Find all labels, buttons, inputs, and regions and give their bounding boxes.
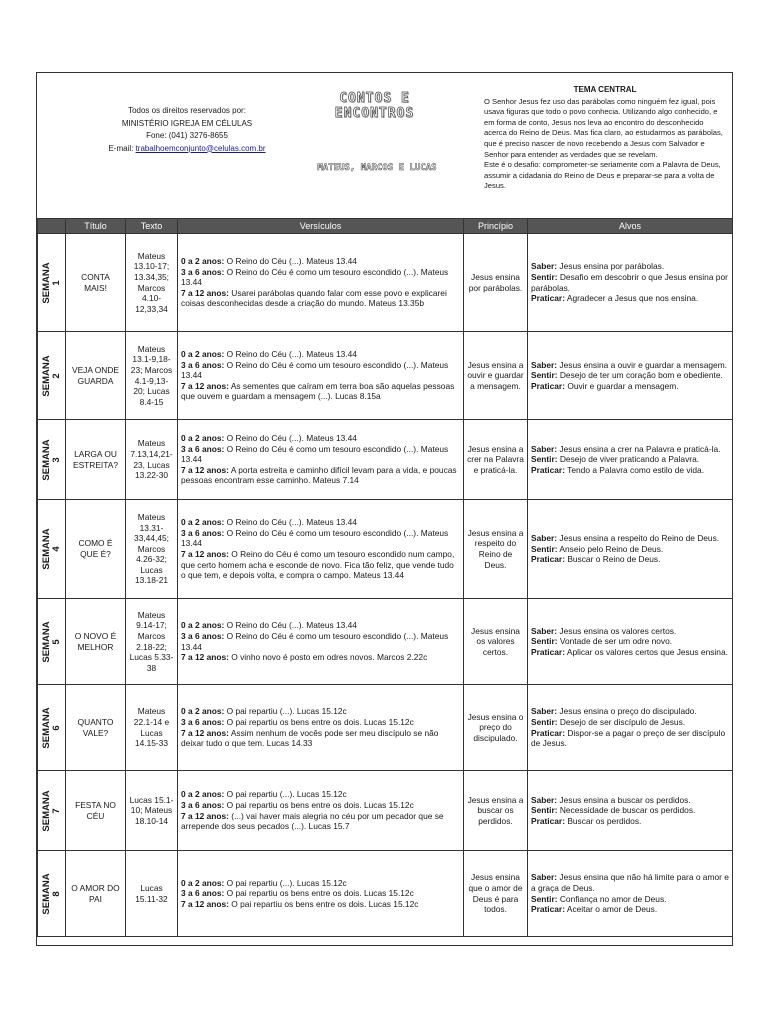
week-label: SEMANA (40, 354, 52, 397)
age-label: 7 a 12 anos: (181, 464, 229, 475)
goal-label: Saber: (531, 533, 558, 544)
verse-0-2: O Reino do Céu (...). Mateus 13.44 (226, 517, 357, 528)
bible-text: Mateus 13.1-9,18-23; Marcos 4.1-9,13-20; Lucas 8.4-15 (126, 332, 178, 420)
table-row (38, 771, 733, 851)
principle: Jesus ensina que o amor de Deus é para todos. (464, 851, 528, 937)
goal-label: Sentir: (531, 893, 558, 904)
age-label: 7 a 12 anos: (181, 898, 229, 909)
age-label: 3 a 6 anos: (181, 799, 225, 810)
sheet-header (37, 73, 732, 218)
verse-0-2: O Reino do Céu (...). Mateus 13.44 (226, 349, 357, 360)
email-line (77, 143, 297, 156)
week-number: 1 (50, 279, 62, 286)
goal-praticar: Ouvir e guardar a mensagem. (567, 380, 679, 391)
principle: Jesus ensina a crer na Palavra e praticá-la. (464, 420, 528, 500)
lesson-title: O NOVO É MELHOR (66, 599, 126, 685)
bible-text: Lucas 15.11-32 (126, 851, 178, 937)
week-label: SEMANA (40, 872, 52, 915)
goal-label: Saber: (531, 872, 558, 883)
goal-label: Sentir: (531, 370, 558, 381)
goals-cell (528, 599, 733, 685)
goals-cell (528, 771, 733, 851)
goals-cell (528, 851, 733, 937)
goal-praticar: Agradecer a Jesus que nos ensina. (566, 293, 699, 304)
bible-text: Mateus 13.10-17; 13.34,35; Marcos 4.10-12,33,34 (126, 234, 178, 332)
verse-7-12: Usarei parábolas quando falar com esse povo e explicarei coisas desconhecidas desde a criação do mundo. Mateus 13.35b (181, 287, 447, 309)
age-label: 0 a 2 anos: (181, 349, 225, 360)
age-label: 0 a 2 anos: (181, 706, 225, 717)
age-label: 0 a 2 anos: (181, 877, 225, 888)
week-cell (38, 500, 66, 599)
lesson-table (37, 218, 733, 937)
goal-label: Saber: (531, 261, 558, 272)
week-cell (38, 771, 66, 851)
ministry-name: MINISTÉRIO IGREJA EM CÉLULAS (121, 118, 253, 128)
age-label: 0 a 2 anos: (181, 517, 225, 528)
goals-cell (528, 685, 733, 771)
lesson-title: VEJA ONDE GUARDA (66, 332, 126, 420)
goal-sentir: Desafio em descobrir o que Jesus ensina por parábolas. (531, 271, 728, 293)
series-logo-subtitle: MATEUS, MARCOS E LUCAS (317, 163, 437, 173)
verse-3-6: O pai repartiu os bens entre os dois. Lucas 15.12c (226, 888, 414, 899)
verse-7-12: A porta estreita e caminho difícil levam para a vida, e poucas pessoas encontram esse caminho. Mateus 7.14 (181, 464, 457, 486)
goal-praticar: Buscar o Reino de Deus. (567, 554, 661, 565)
goal-sentir: Desejo de ser discípulo de Jesus. (559, 716, 686, 727)
verses-cell (178, 420, 464, 500)
table-header-row (38, 219, 733, 234)
week-cell (38, 332, 66, 420)
goal-label: Praticar: (531, 815, 565, 826)
goal-praticar: Aplicar os valores certos que Jesus ensina. (566, 646, 728, 657)
goals-cell (528, 420, 733, 500)
table-row (38, 851, 733, 937)
week-label: SEMANA (40, 706, 52, 749)
bible-text: Mateus 13.31-33,44,45; Marcos 4.26-32; Lucas 13.18-21 (126, 500, 178, 599)
verses-cell (178, 234, 464, 332)
goal-label: Sentir: (531, 454, 558, 465)
verse-0-2: O pai repartiu (...). Lucas 15.12c (226, 789, 347, 800)
col-header-alvos: Alvos (528, 219, 733, 234)
central-theme (484, 85, 726, 192)
age-label: 0 a 2 anos: (181, 789, 225, 800)
age-label: 7 a 12 anos: (181, 380, 229, 391)
week-number: 4 (50, 546, 62, 552)
table-row (38, 500, 733, 599)
goal-sentir: Confiança no amor de Deus. (559, 893, 667, 904)
verses-cell (178, 685, 464, 771)
verse-7-12: As sementes que caíram em terra boa são aquelas pessoas que ouvem e guardam a mensagem (...). Lucas 8.15a (181, 380, 455, 402)
goal-saber: Jesus ensina por parábolas. (559, 261, 665, 272)
week-label: SEMANA (40, 789, 52, 832)
goal-label: Praticar: (531, 904, 565, 915)
table-row (38, 685, 733, 771)
goals-cell (528, 332, 733, 420)
goal-saber: Jesus ensina que não há limite para o amor e a graça de Deus. (531, 872, 729, 893)
table-row (38, 332, 733, 420)
email-label: E-mail: (108, 143, 134, 153)
bible-text: Mateus 9.14-17; Marcos 2.18-22; Lucas 5.33-38 (126, 599, 178, 685)
week-label: SEMANA (40, 261, 52, 304)
age-label: 0 a 2 anos: (181, 620, 225, 631)
goal-label: Sentir: (531, 636, 558, 647)
col-header-principio: Princípio (464, 219, 528, 234)
week-label: SEMANA (40, 620, 52, 663)
goal-label: Sentir: (531, 543, 558, 554)
goal-saber: Jesus ensina a ouvir e guardar a mensagem. (559, 359, 728, 370)
bible-text: Mateus 7.13,14,21-23, Lucas 13.22-30 (126, 420, 178, 500)
age-label: 3 a 6 anos: (181, 266, 225, 277)
lesson-title: QUANTO VALE? (66, 685, 126, 771)
week-number: 7 (50, 807, 62, 814)
goal-label: Saber: (531, 443, 558, 454)
week-label: SEMANA (40, 528, 52, 570)
goal-label: Saber: (531, 794, 558, 805)
goal-label: Praticar: (531, 464, 565, 475)
goal-saber: Jesus ensina o preço do discipulado. (559, 706, 697, 717)
verse-7-12: O Reino do Céu é como um tesouro escondido num campo, que certo homem acha e esconde de novo. Fica tão feliz, que vende tudo o que tem, e depois volta, e compra o campo. Mateus 13.44 (181, 549, 455, 581)
goal-label: Sentir: (531, 271, 558, 282)
age-label: 7 a 12 anos: (181, 652, 229, 663)
goal-sentir: Necessidade de buscar os perdidos. (559, 805, 696, 816)
goal-label: Praticar: (531, 380, 565, 391)
principle: Jesus ensina os valores certos. (464, 599, 528, 685)
age-label: 7 a 12 anos: (181, 287, 229, 298)
goal-label: Sentir: (531, 805, 558, 816)
week-number: 3 (50, 456, 62, 463)
table-row (38, 234, 733, 332)
goals-cell (528, 234, 733, 332)
week-number: 8 (50, 890, 62, 897)
lesson-title: COMO É QUE É? (66, 500, 126, 599)
goal-label: Saber: (531, 625, 558, 636)
week-cell (38, 851, 66, 937)
verse-3-6: O Reino do Céu é como um tesouro escondido (...). Mateus 13.44 (181, 443, 449, 465)
age-label: 3 a 6 anos: (181, 359, 225, 370)
goal-label: Praticar: (531, 554, 565, 565)
verse-0-2: O Reino do Céu (...). Mateus 13.44 (226, 620, 357, 631)
copyright-line: Todos os direitos reservados por: (128, 106, 246, 115)
week-cell (38, 420, 66, 500)
lesson-sheet (36, 72, 733, 946)
principle: Jesus ensina a ouvir e guardar a mensagem. (464, 332, 528, 420)
age-label: 3 a 6 anos: (181, 716, 225, 727)
phone-number: Fone: (041) 3276-8655 (146, 131, 228, 140)
copyright-block (77, 105, 297, 155)
goal-saber: Jesus ensina a buscar os perdidos. (559, 794, 691, 805)
verse-3-6: O Reino do Céu é como um tesouro escondido (...). Mateus 13.44 (181, 630, 449, 652)
goal-label: Saber: (531, 359, 558, 370)
verse-7-12: Assim nenhum de vocês pode ser meu discípulo se não deixar tudo o que tem. Lucas 14.33 (181, 727, 439, 749)
col-header-titulo: Título (66, 219, 126, 234)
week-cell (38, 234, 66, 332)
goal-label: Praticar: (531, 293, 565, 304)
goal-sentir: Anseio pelo Reino de Deus. (559, 543, 664, 554)
lesson-title: O AMOR DO PAI (66, 851, 126, 937)
age-label: 3 a 6 anos: (181, 443, 225, 454)
goal-saber: Jesus ensina a respeito do Reino de Deus. (559, 533, 720, 544)
verse-0-2: O Reino do Céu (...). Mateus 13.44 (226, 256, 357, 267)
goal-label: Praticar: (531, 727, 565, 738)
goal-sentir: Desejo de viver praticando a Palavra. (559, 454, 700, 465)
week-number: 2 (50, 372, 62, 379)
goal-label: Saber: (531, 706, 558, 717)
age-label: 3 a 6 anos: (181, 888, 225, 899)
verse-7-12: (...) vai haver mais alegria no céu por um pecador que se arrepende dos seus pecados (...). Lucas 15.7 (181, 810, 444, 832)
goal-praticar: Buscar os perdidos. (567, 815, 642, 826)
verses-cell (178, 500, 464, 599)
principle: Jesus ensina a respeito do Reino de Deus. (464, 500, 528, 599)
goal-praticar: Aceitar o amor de Deus. (566, 904, 658, 915)
verse-7-12: O pai repartiu os bens entre os dois. Lucas 15.12c (231, 898, 419, 909)
central-theme-challenge: Este é o desafio: comprometer-se seriamente com a Palavra de Deus, assumir a cidadania do Reino de Deus e preparar-se para a volta de Jesus. (484, 160, 721, 191)
age-label: 7 a 12 anos: (181, 810, 229, 821)
table-row (38, 420, 733, 500)
central-theme-heading: TEMA CENTRAL (573, 85, 637, 94)
age-label: 7 a 12 anos: (181, 727, 229, 738)
col-header-texto: Texto (126, 219, 178, 234)
table-row (38, 599, 733, 685)
principle: Jesus ensina por parábolas. (464, 234, 528, 332)
verses-cell (178, 851, 464, 937)
week-cell (38, 685, 66, 771)
principle: Jesus ensina a buscar os perdidos. (464, 771, 528, 851)
central-theme-paragraph: O Senhor Jesus fez uso das parábolas como ninguém fez igual, pois usava figuras que todo o povo conhecia. Utilizando algo conhecido, e em forma de conto, Jesus nos leva ao encontro do desconhecido acerca do Reino de Deus. Mas fica claro, ao estudarmos as parábolas, que é preciso nascer de novo recebendo a Jesus com Salvador e Senhor para entender as verdades que se revelam. (484, 96, 723, 159)
goals-cell (528, 500, 733, 599)
verse-0-2: O pai repartiu (...). Lucas 15.12c (226, 706, 347, 717)
week-number: 5 (50, 638, 62, 645)
verse-3-6: O pai repartiu os bens entre os dois. Lucas 15.12c (226, 716, 414, 727)
goal-sentir: Desejo de ter um coração bom e obediente. (559, 370, 723, 381)
verse-3-6: O Reino do Céu é como um tesouro escondido (...). Mateus 13.44 (181, 266, 449, 288)
verse-0-2: O pai repartiu (...). Lucas 15.12c (226, 877, 347, 888)
age-label: 0 a 2 anos: (181, 256, 225, 267)
goal-sentir: Vontade de ser um odre novo. (559, 636, 673, 647)
goal-label: Praticar: (531, 646, 565, 657)
bible-text: Mateus 22.1-14 e Lucas 14.15-33 (126, 685, 178, 771)
goal-praticar: Dispor-se a pagar o preço de ser discípulo de Jesus. (531, 727, 726, 749)
week-label: SEMANA (40, 438, 52, 481)
verse-3-6: O Reino do Céu é como um tesouro escondido (...). Mateus 13.44 (181, 359, 449, 381)
verses-cell (178, 771, 464, 851)
col-header-versiculos: Versículos (178, 219, 464, 234)
lesson-title: LARGA OU ESTREITA? (66, 420, 126, 500)
verse-0-2: O Reino do Céu (...). Mateus 13.44 (226, 433, 357, 444)
age-label: 3 a 6 anos: (181, 527, 225, 538)
email-link[interactable]: trabalhoemconjunto@celulas.com.br (135, 143, 266, 153)
verses-cell (178, 332, 464, 420)
goal-saber: Jesus ensina os valores certos. (559, 625, 677, 636)
verse-3-6: O Reino do Céu é como um tesouro escondido (...). Mateus 13.44 (181, 527, 449, 549)
lesson-title: CONTA MAIS! (66, 234, 126, 332)
principle: Jesus ensina o preço do discipulado. (464, 685, 528, 771)
age-label: 7 a 12 anos: (181, 549, 229, 559)
verse-3-6: O pai repartiu os bens entre os dois. Lucas 15.12c (226, 799, 414, 810)
series-logo-title: CONTOS E ENCONTROS (334, 91, 415, 121)
bible-text: Lucas 15.1-10; Mateus 18.10-14 (126, 771, 178, 851)
week-cell (38, 599, 66, 685)
goal-praticar: Tendo a Palavra como estilo de vida. (567, 464, 705, 475)
goal-saber: Jesus ensina a crer na Palavra e praticá-la. (559, 443, 721, 454)
lesson-title: FESTA NO CÉU (66, 771, 126, 851)
col-header-semana (38, 219, 66, 234)
week-number: 6 (50, 724, 62, 731)
age-label: 3 a 6 anos: (181, 630, 225, 641)
age-label: 0 a 2 anos: (181, 433, 225, 444)
verse-7-12: O vinho novo é posto em odres novos. Marcos 2.22c (231, 652, 428, 663)
goal-label: Sentir: (531, 716, 558, 727)
verses-cell (178, 599, 464, 685)
